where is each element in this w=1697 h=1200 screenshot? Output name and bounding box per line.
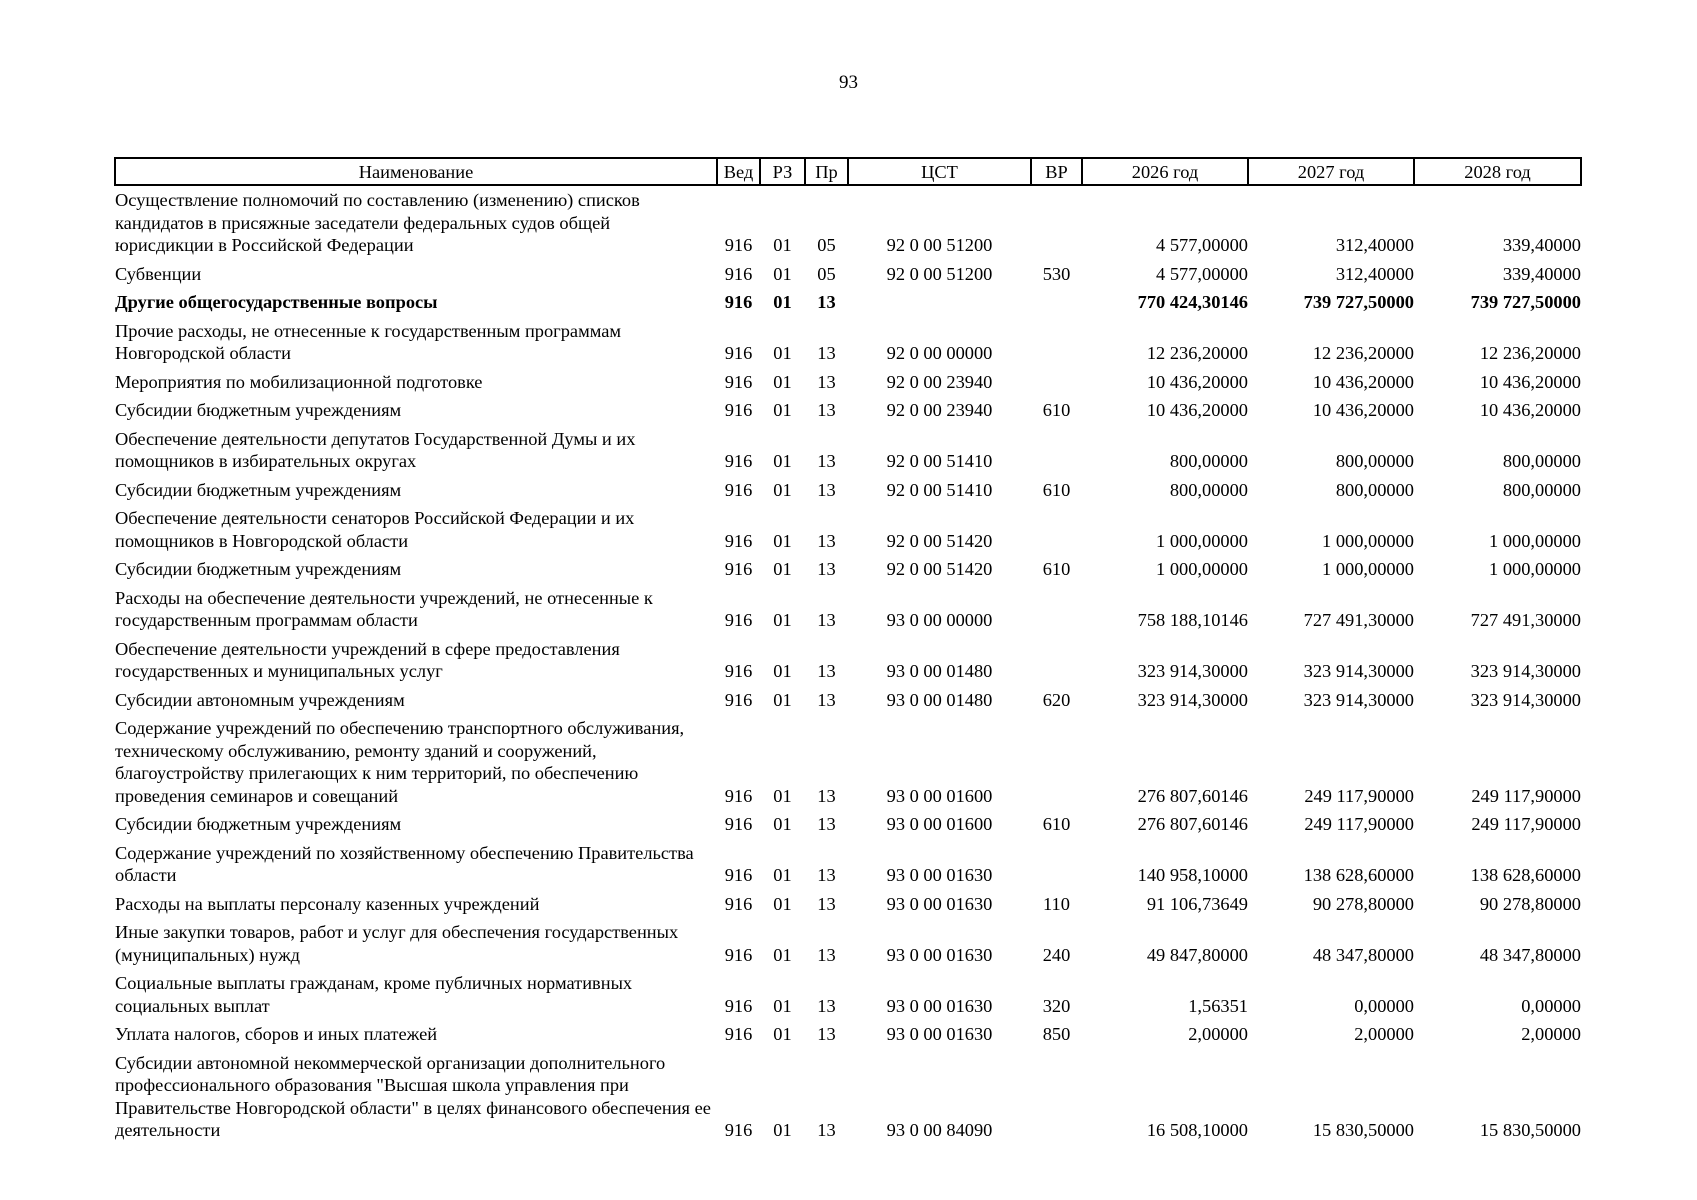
row-cst: 92 0 00 00000	[886, 343, 993, 363]
row-cst: 92 0 00 51410	[886, 451, 993, 471]
row-value-2027: 0,00000	[1354, 995, 1414, 1016]
row-vr: 620	[1042, 689, 1071, 710]
row-cst: 93 0 00 01630	[886, 995, 993, 1016]
row-vr	[1031, 1049, 1082, 1145]
row-vr: 110	[1043, 893, 1070, 914]
row-value-2028: 800,00000	[1502, 451, 1581, 471]
table-row	[115, 504, 1581, 555]
row-value-2027: 10 436,20000	[1312, 371, 1414, 392]
row-rz: 01	[773, 610, 792, 630]
row-value-2028: 739 727,50000	[1470, 292, 1581, 312]
row-value-2026: 16 508,10000	[1146, 1120, 1248, 1140]
column-header-2026: 2026 год	[1082, 158, 1248, 185]
budget-table	[114, 157, 1582, 1145]
row-cst	[848, 288, 1031, 317]
table-row	[115, 839, 1581, 890]
table-row	[115, 1020, 1581, 1049]
table-row	[115, 584, 1581, 635]
row-vr	[1031, 714, 1082, 810]
row-name: Обеспечение деятельности сенаторов Российской Федерации и их помощников в Новгородской области	[115, 508, 635, 551]
row-name: Содержание учреждений по хозяйственному обеспечению Правительства области	[115, 842, 694, 885]
row-cst: 93 0 00 01630	[886, 1024, 993, 1044]
row-cst: 92 0 00 51420	[886, 530, 993, 551]
row-pr: 13	[817, 530, 836, 551]
row-value-2028: 323 914,30000	[1470, 689, 1581, 710]
row-value-2028: 727 491,30000	[1470, 610, 1581, 630]
row-value-2027: 800,00000	[1335, 451, 1414, 471]
row-rz: 01	[773, 292, 792, 312]
row-pr: 13	[817, 610, 836, 630]
row-rz: 01	[773, 530, 792, 551]
row-name: Содержание учреждений по обеспечению транспортного обслуживания, техническому обслуживанию, ремонту зданий и сооружений, благоустройству прилегающих к ним территорий, по обеспечению проведения семинаров и совещаний	[115, 718, 685, 806]
table-row	[115, 185, 1581, 260]
row-cst: 93 0 00 00000	[886, 610, 993, 630]
row-ved: 916	[724, 263, 753, 284]
row-name: Уплата налогов, сборов и иных платежей	[115, 1024, 438, 1044]
column-header-cst: ЦСТ	[848, 158, 1031, 185]
row-value-2028: 323 914,30000	[1470, 661, 1581, 681]
row-rz: 01	[773, 371, 792, 392]
row-pr: 13	[817, 865, 836, 885]
row-vr	[1031, 185, 1082, 260]
row-vr: 610	[1042, 559, 1071, 579]
row-vr: 610	[1042, 814, 1071, 834]
row-name: Субвенции	[115, 263, 202, 284]
row-value-2027: 10 436,20000	[1312, 400, 1414, 420]
row-vr	[1031, 504, 1082, 555]
row-value-2028: 1 000,00000	[1489, 530, 1581, 551]
row-pr: 05	[817, 235, 836, 255]
table-row	[115, 686, 1581, 715]
row-value-2027: 2,00000	[1354, 1024, 1414, 1044]
row-value-2027: 48 347,80000	[1312, 944, 1414, 965]
table-row	[115, 810, 1581, 839]
column-header-name: Наименование	[115, 158, 717, 185]
row-value-2027: 1 000,00000	[1322, 530, 1414, 551]
row-value-2026: 1 000,00000	[1156, 530, 1248, 551]
row-value-2028: 249 117,90000	[1471, 814, 1581, 834]
column-header-2027: 2027 год	[1248, 158, 1414, 185]
row-value-2028: 15 830,50000	[1479, 1120, 1581, 1140]
row-pr: 05	[817, 263, 836, 284]
row-vr	[1031, 317, 1082, 368]
row-vr	[1031, 584, 1082, 635]
row-value-2028: 90 278,80000	[1479, 893, 1581, 914]
row-value-2026: 2,00000	[1188, 1024, 1248, 1044]
row-pr: 13	[817, 785, 836, 806]
row-value-2026: 10 436,20000	[1146, 400, 1248, 420]
row-pr: 13	[817, 995, 836, 1016]
row-ved: 916	[724, 661, 753, 681]
row-value-2026: 323 914,30000	[1137, 661, 1248, 681]
row-value-2026: 1,56351	[1188, 995, 1248, 1016]
table-row	[115, 288, 1581, 317]
row-pr: 13	[817, 371, 836, 392]
row-rz: 01	[773, 944, 792, 965]
row-rz: 01	[773, 661, 792, 681]
table-row	[115, 1049, 1581, 1145]
row-value-2027: 800,00000	[1335, 479, 1414, 500]
row-ved: 916	[724, 865, 753, 885]
row-value-2026: 323 914,30000	[1137, 689, 1248, 710]
row-value-2027: 15 830,50000	[1312, 1120, 1414, 1140]
row-ved: 916	[724, 530, 753, 551]
row-rz: 01	[773, 343, 792, 363]
row-pr: 13	[817, 479, 836, 500]
row-value-2028: 1 000,00000	[1489, 559, 1581, 579]
row-vr	[1031, 425, 1082, 476]
row-value-2028: 10 436,20000	[1479, 371, 1581, 392]
row-rz: 01	[773, 559, 792, 579]
row-rz: 01	[773, 451, 792, 471]
row-value-2028: 48 347,80000	[1479, 944, 1581, 965]
row-pr: 13	[817, 893, 836, 914]
row-vr: 240	[1042, 944, 1071, 965]
row-cst: 93 0 00 01600	[886, 814, 993, 834]
table-row	[115, 396, 1581, 425]
row-ved: 916	[724, 1120, 753, 1140]
table-row	[115, 476, 1581, 505]
table-row	[115, 425, 1581, 476]
row-rz: 01	[773, 865, 792, 885]
row-value-2028: 339,40000	[1502, 263, 1581, 284]
row-cst: 92 0 00 51200	[886, 263, 993, 284]
row-ved: 916	[724, 995, 753, 1016]
row-pr: 13	[817, 689, 836, 710]
row-value-2028: 249 117,90000	[1471, 785, 1581, 806]
row-ved: 916	[724, 479, 753, 500]
row-ved: 916	[724, 785, 753, 806]
row-pr: 13	[817, 661, 836, 681]
row-value-2026: 276 807,60146	[1137, 785, 1248, 806]
row-name: Субсидии бюджетным учреждениям	[115, 479, 402, 500]
row-ved: 916	[724, 1024, 753, 1044]
row-value-2027: 12 236,20000	[1312, 343, 1414, 363]
table-row	[115, 714, 1581, 810]
row-pr: 13	[817, 944, 836, 965]
row-value-2026: 91 106,73649	[1146, 893, 1248, 914]
table-row	[115, 890, 1581, 919]
row-name: Другие общегосударственные вопросы	[115, 292, 438, 312]
row-vr	[1031, 368, 1082, 397]
row-value-2026: 140 958,10000	[1137, 865, 1248, 885]
row-value-2027: 249 117,90000	[1304, 785, 1414, 806]
row-ved: 916	[724, 371, 753, 392]
row-cst: 93 0 00 01630	[886, 944, 993, 965]
column-header-vr: ВР	[1031, 158, 1082, 185]
row-cst: 92 0 00 51410	[886, 479, 993, 500]
row-value-2026: 770 424,30146	[1137, 292, 1248, 312]
row-value-2028: 0,00000	[1521, 995, 1581, 1016]
table-row	[115, 635, 1581, 686]
row-rz: 01	[773, 479, 792, 500]
row-rz: 01	[773, 1024, 792, 1044]
row-pr: 13	[817, 559, 836, 579]
table-row	[115, 317, 1581, 368]
row-name: Обеспечение деятельности учреждений в сфере предоставления государственных и муниципальных услуг	[115, 638, 620, 681]
row-ved: 916	[724, 893, 753, 914]
row-vr: 610	[1042, 400, 1071, 420]
row-pr: 13	[817, 292, 836, 312]
table-row	[115, 368, 1581, 397]
row-value-2026: 12 236,20000	[1146, 343, 1248, 363]
row-value-2027: 739 727,50000	[1303, 292, 1414, 312]
row-value-2026: 4 577,00000	[1156, 235, 1248, 255]
row-pr: 13	[817, 814, 836, 834]
row-cst: 92 0 00 51420	[886, 559, 993, 579]
row-vr: 530	[1042, 263, 1071, 284]
row-name: Субсидии автономной некоммерческой организации дополнительного профессионального образования "Высшая школа управления при Правительстве Новгородской области" в целях финансового обеспечения ее деятельности	[115, 1052, 711, 1140]
row-value-2027: 727 491,30000	[1303, 610, 1414, 630]
row-pr: 13	[817, 400, 836, 420]
row-ved: 916	[724, 559, 753, 579]
row-value-2027: 138 628,60000	[1303, 865, 1414, 885]
table-row	[115, 969, 1581, 1020]
row-ved: 916	[724, 400, 753, 420]
row-pr: 13	[817, 1024, 836, 1044]
row-value-2028: 138 628,60000	[1470, 865, 1581, 885]
row-ved: 916	[724, 235, 753, 255]
row-rz: 01	[773, 689, 792, 710]
table-header-row	[115, 158, 1581, 185]
row-pr: 13	[817, 1120, 836, 1140]
row-value-2026: 758 188,10146	[1137, 610, 1248, 630]
table-body	[115, 185, 1581, 1145]
row-name: Субсидии бюджетным учреждениям	[115, 400, 402, 420]
row-rz: 01	[773, 893, 792, 914]
row-cst: 93 0 00 01630	[886, 893, 993, 914]
row-rz: 01	[773, 814, 792, 834]
row-name: Субсидии автономным учреждениям	[115, 689, 405, 710]
row-value-2026: 49 847,80000	[1146, 944, 1248, 965]
row-cst: 93 0 00 01600	[886, 785, 993, 806]
row-name: Социальные выплаты гражданам, кроме публичных нормативных социальных выплат	[115, 973, 633, 1016]
row-name: Осуществление полномочий по составлению (изменению) списков кандидатов в присяжные заседатели федеральных судов общей юрисдикции в Российской Федерации	[115, 190, 640, 255]
row-vr: 610	[1042, 479, 1071, 500]
row-vr	[1031, 288, 1082, 317]
row-ved: 916	[724, 689, 753, 710]
row-value-2026: 4 577,00000	[1156, 263, 1248, 284]
row-value-2027: 312,40000	[1335, 263, 1414, 284]
column-header-pr: Пр	[805, 158, 848, 185]
row-value-2026: 800,00000	[1169, 451, 1248, 471]
row-name: Мероприятия по мобилизационной подготовке	[115, 371, 483, 392]
row-ved: 916	[724, 944, 753, 965]
row-ved: 916	[724, 814, 753, 834]
row-name: Обеспечение деятельности депутатов Государственной Думы и их помощников в избирательных округах	[115, 428, 636, 471]
row-vr: 850	[1042, 1024, 1071, 1044]
table-row	[115, 918, 1581, 969]
table-row	[115, 260, 1581, 289]
row-value-2026: 10 436,20000	[1146, 371, 1248, 392]
row-rz: 01	[773, 263, 792, 284]
row-value-2027: 249 117,90000	[1304, 814, 1414, 834]
row-rz: 01	[773, 785, 792, 806]
row-vr: 320	[1042, 995, 1071, 1016]
row-value-2028: 339,40000	[1502, 235, 1581, 255]
row-name: Субсидии бюджетным учреждениям	[115, 814, 402, 834]
row-rz: 01	[773, 400, 792, 420]
row-pr: 13	[817, 343, 836, 363]
row-cst: 92 0 00 23940	[886, 400, 993, 420]
row-cst: 92 0 00 23940	[886, 371, 993, 392]
row-rz: 01	[773, 1120, 792, 1140]
row-cst: 93 0 00 84090	[886, 1120, 993, 1140]
page-number: 93	[839, 72, 858, 93]
row-ved: 916	[724, 610, 753, 630]
row-cst: 92 0 00 51200	[886, 235, 993, 255]
row-value-2028: 12 236,20000	[1479, 343, 1581, 363]
row-value-2027: 90 278,80000	[1312, 893, 1414, 914]
column-header-ved: Вед	[717, 158, 760, 185]
row-value-2028: 2,00000	[1521, 1024, 1581, 1044]
row-ved: 916	[724, 292, 753, 312]
row-ved: 916	[724, 451, 753, 471]
column-header-rz: РЗ	[760, 158, 805, 185]
row-value-2027: 323 914,30000	[1303, 661, 1414, 681]
row-value-2027: 1 000,00000	[1322, 559, 1414, 579]
row-rz: 01	[773, 235, 792, 255]
row-cst: 93 0 00 01480	[886, 689, 993, 710]
row-name: Субсидии бюджетным учреждениям	[115, 559, 402, 579]
row-value-2026: 800,00000	[1169, 479, 1248, 500]
row-name: Прочие расходы, не отнесенные к государственным программам Новгородской области	[115, 320, 622, 363]
row-cst: 93 0 00 01480	[886, 661, 993, 681]
row-value-2026: 1 000,00000	[1156, 559, 1248, 579]
row-name: Иные закупки товаров, работ и услуг для обеспечения государственных (муниципальных) нужд	[115, 922, 679, 965]
row-value-2026: 276 807,60146	[1137, 814, 1248, 834]
row-name: Расходы на выплаты персоналу казенных учреждений	[115, 893, 540, 914]
row-value-2028: 10 436,20000	[1479, 400, 1581, 420]
row-value-2027: 323 914,30000	[1303, 689, 1414, 710]
table-row	[115, 555, 1581, 584]
row-value-2028: 800,00000	[1502, 479, 1581, 500]
column-header-2028: 2028 год	[1414, 158, 1581, 185]
row-ved: 916	[724, 343, 753, 363]
row-value-2027: 312,40000	[1335, 235, 1414, 255]
row-name: Расходы на обеспечение деятельности учреждений, не отнесенные к государственным программам области	[115, 587, 653, 630]
row-vr	[1031, 635, 1082, 686]
row-cst: 93 0 00 01630	[886, 865, 993, 885]
row-pr: 13	[817, 451, 836, 471]
row-vr	[1031, 839, 1082, 890]
row-rz: 01	[773, 995, 792, 1016]
